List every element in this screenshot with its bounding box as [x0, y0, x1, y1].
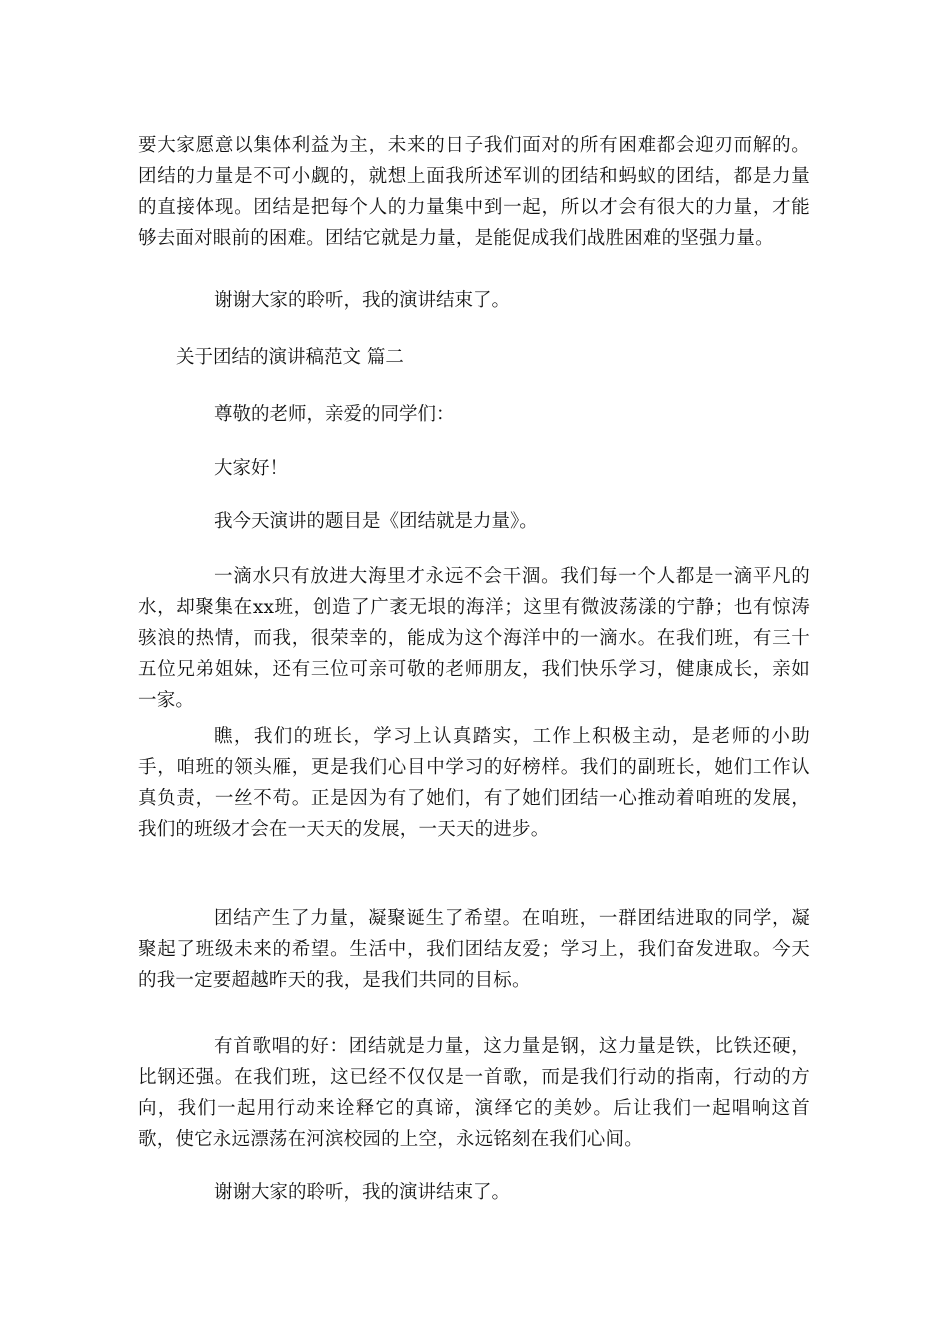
paragraph-greeting: 大家好！ [214, 458, 289, 479]
paragraph-salutation: 尊敬的老师，亲爱的同学们： [214, 404, 455, 425]
paragraph-class-monitor: 瞧，我们的班长，学习上认真踏实，工作上积极主动，是老师的小助手，咱班的领头雁，更是我们心目中学习的好榜样。我们的副班长，她们工作认真负责，一丝不苟。正是因为有了她们，有了她们团结一心推动着咱班的发展，我们的班级才会在一天天的发展，一天天的进步。 [138, 726, 810, 840]
paragraph-continuation: 要大家愿意以集体利益为主，未来的日子我们面对的所有困难都会迎刃而解的。团结的力量是不可小觑的，就想上面我所述军训的团结和蚂蚁的团结，都是力量的直接体现。团结是把每个人的力量集中到一起，所以才会有很大的力量，才能够去面对眼前的困难。团结它就是力量，是能促成我们战胜困难的坚强力量。 [138, 135, 810, 249]
paragraph-water-drop: 一滴水只有放进大海里才永远不会干涸。我们每一个人都是一滴平凡的水，却聚集在xx班，创造了广袤无垠的海洋；这里有微波荡漾的宁静；也有惊涛骇浪的热情，而我，很荣幸的，能成为这个海洋中的一滴水。在我们班，有三十五位兄弟姐妹，还有三位可亲可敬的老师朋友，我们快乐学习，健康成长，亲如一家。 [138, 566, 810, 711]
paragraph-topic: 我今天演讲的题目是《团结就是力量》。 [214, 511, 538, 532]
section-heading-part2: 关于团结的演讲稿范文 篇二 [176, 347, 404, 368]
paragraph-thanks-2: 谢谢大家的聆听，我的演讲结束了。 [214, 1182, 511, 1203]
paragraph-song: 有首歌唱的好：团结就是力量，这力量是钢，这力量是铁，比铁还硬，比钢还强。在我们班，这已经不仅仅是一首歌，而是我们行动的指南，行动的方向，我们一起用行动来诠释它的真谛，演绎它的美妙。后让我们一起唱响这首歌，使它永远漂荡在河滨校园的上空，永远铭刻在我们心间。 [138, 1036, 810, 1150]
paragraph-hope: 团结产生了力量，凝聚诞生了希望。在咱班，一群团结进取的同学，凝聚起了班级未来的希望。生活中，我们团结友爱；学习上，我们奋发进取。今天的我一定要超越昨天的我，是我们共同的目标。 [138, 908, 810, 991]
paragraph-thanks-1: 谢谢大家的聆听，我的演讲结束了。 [214, 290, 511, 311]
